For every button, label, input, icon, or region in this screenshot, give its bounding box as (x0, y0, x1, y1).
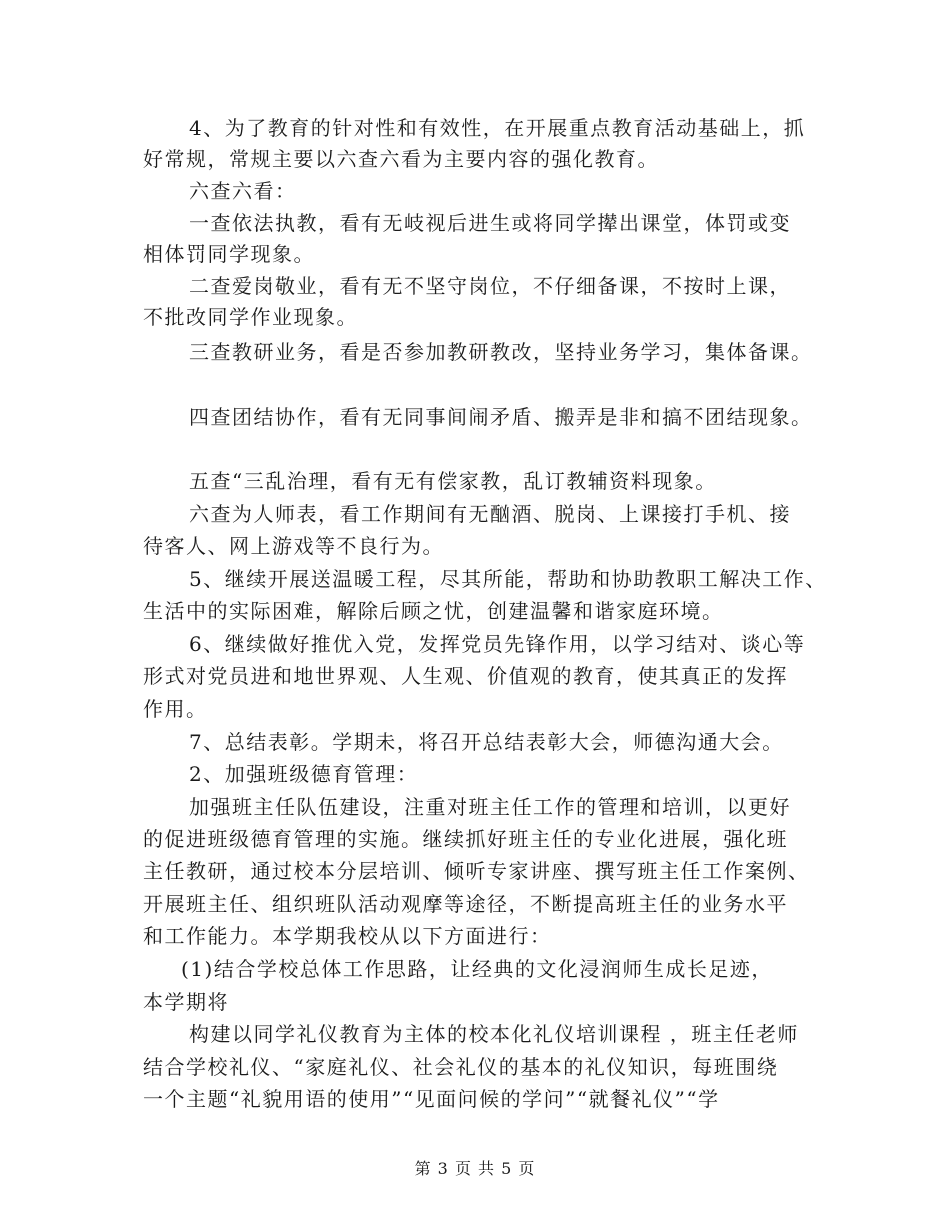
text-line: 五查“三乱治理，看有无有偿家教，乱订教辅资料现象。 (189, 469, 717, 493)
text-line: 开展班主任、组织班队活动观摩等途径，不断提高班主任的业务水平 (143, 892, 788, 916)
text-line: 加强班主任队伍建设，注重对班主任工作的管理和培训，以更好 (189, 795, 791, 819)
text-line: 作用。 (143, 697, 208, 721)
text-line: 不批改同学作业现象。 (143, 305, 358, 329)
text-line: 结合学校礼仪、“家庭礼仪、社会礼仪的基本的礼仪知识，每班围绕 (143, 1055, 779, 1079)
text-line: 三查教研业务，看是否参加教研教改，坚持业务学习，集体备课。 (189, 340, 813, 364)
section-heading: 2、加强班级德育管理： (189, 762, 419, 786)
text-line: 二查爱岗敬业，看有无不坚守岗位，不仔细备课，不按时上课， (189, 274, 791, 298)
text-line: 主任教研，通过校本分层培训、倾听专家讲座、撰写班主任工作案例、 (143, 859, 810, 883)
text-line: 和工作能力。本学期我校从以下方面进行： (143, 924, 552, 948)
text-line: 4、为了教育的针对性和有效性，在开展重点教育活动基础上，抓 (189, 116, 806, 140)
text-line: 一个主题“礼貌用语的使用”“见面问候的学问”“就餐礼仪”“学 (143, 1087, 720, 1111)
text-line: (1)结合学校总体工作思路，让经典的文化浸润师生成长足迹， (181, 957, 773, 981)
text-line: 六查六看： (189, 179, 297, 203)
text-line: 形式对党员进和地世界观、人生观、价值观的教育，使其真正的发挥 (143, 664, 788, 688)
text-line: 相体罚同学现象。 (143, 242, 315, 266)
text-line: 7、总结表彰。学期未，将召开总结表彰大会，师德沟通大会。 (189, 730, 784, 754)
page-number: 第 3 页 共 5 页 (414, 1159, 536, 1178)
text-line: 好常规，常规主要以六查六看为主要内容的强化教育。 (143, 147, 659, 171)
text-line: 待客人、网上游戏等不良行为。 (143, 534, 444, 558)
text-line: 的促进班级德育管理的实施。继续抓好班主任的专业化进展，强化班 (143, 827, 788, 851)
text-line: 构建以同学礼仪教育为主体的校本化礼仪培训课程 ，班主任老师 (189, 1022, 799, 1046)
text-line: 一查依法执教，看有无岐视后进生或将同学撵出课堂，体罚或变 (189, 211, 791, 235)
text-line: 5、继续开展送温暖工程，尽其所能，帮助和协助教职工解决工作、 (189, 567, 827, 591)
text-line: 本学期将 (143, 990, 229, 1014)
text-line: 6、继续做好推优入党，发挥党员先锋作用，以学习结对、谈心等 (189, 632, 806, 656)
text-line: 四查团结协作，看有无同事间闹矛盾、搬弄是非和搞不团结现象。 (189, 405, 813, 429)
text-line: 六查为人师表，看工作期间有无酗酒、脱岗、上课接打手机、接 (189, 502, 791, 526)
text-line: 生活中的实际困难，解除后顾之忧，创建温馨和谐家庭环境。 (143, 599, 724, 623)
